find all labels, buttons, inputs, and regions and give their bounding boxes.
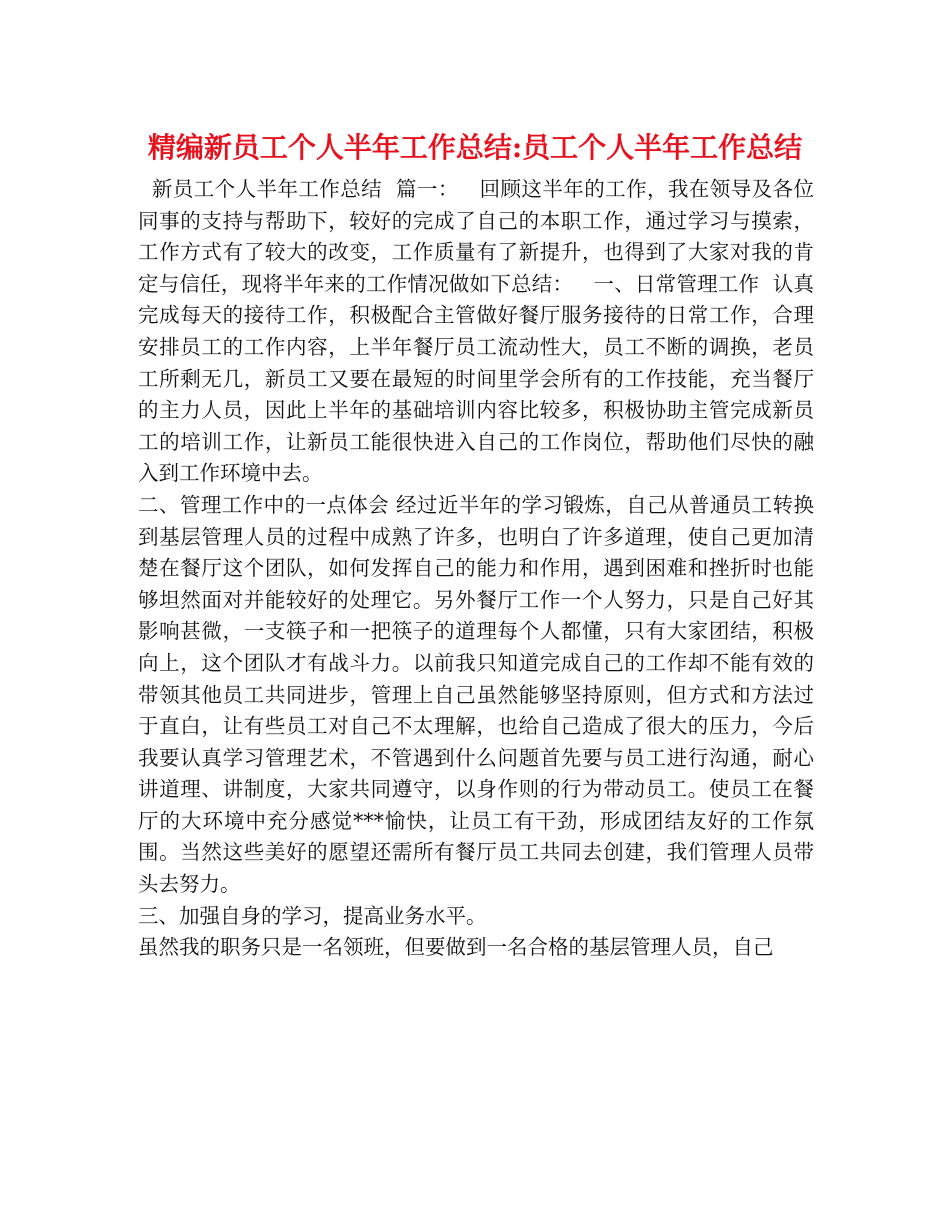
document-body	[138, 174, 814, 964]
paragraph-intro-and-daily-management: 新员工个人半年工作总结 篇一： 回顾这半年的工作，我在领导及各位同事的支持与帮助下，较好的完成了自己的本职工作，通过学习与摸索，工作方式有了较大的改变，工作质量有了新提升，也得到了大家对我的肯定与信任，现将半年来的工作情况做如下总结： 一、日常管理工作 认真完成每天的接待工作，积极配合主管做好餐厅服务接待的日常工作，合理安排员工的工作内容，上半年餐厅员工流动性大，员工不断的调换，老员工所剩无几，新员工又要在最短的时间里学会所有的工作技能，充当餐厅的主力人员，因此上半年的基础培训内容比较多，积极协助主管完成新员工的培训工作，让新员工能很快进入自己的工作岗位，帮助他们尽快的融入到工作环境中去。	[138, 177, 814, 486]
paragraph-management-insights: 二、管理工作中的一点体会 经过近半年的学习锻炼，自己从普通员工转换到基层管理人员的过程中成熟了许多，也明白了许多道理，使自己更加清楚在餐厅这个团队，如何发挥自己的能力和作用，遇到困难和挫折时也能够坦然面对并能较好的处理它。另外餐厅工作一个人努力，只是自己好其影响甚微，一支筷子和一把筷子的道理每个人都懂，只有大家团结，积极向上，这个团队才有战斗力。以前我只知道完成自己的工作却不能有效的带领其他员工共同进步，管理上自己虽然能够坚持原则，但方式和方法过于直白，让有些员工对自己不太理解，也给自己造成了很大的压力，今后我要认真学习管理艺术，不管遇到什么问题首先要与员工进行沟通，耐心讲道理、讲制度，大家共同遵守，以身作则的行为带动员工。使员工在餐厅的大环境中充分感觉***愉快，让员工有干劲，形成团结友好的工作氛围。当然这些美好的愿望还需所有餐厅员工共同去创建，我们管理人员带头去努力。	[138, 492, 814, 897]
paragraph-section-three-body: 虽然我的职务只是一名领班，但要做到一名合格的基层管理人员，自己	[138, 935, 774, 960]
document-title: 精编新员工个人半年工作总结:员工个人半年工作总结	[147, 131, 803, 164]
paragraph-section-three-heading: 三、加强自身的学习，提高业务水平。	[138, 903, 487, 928]
